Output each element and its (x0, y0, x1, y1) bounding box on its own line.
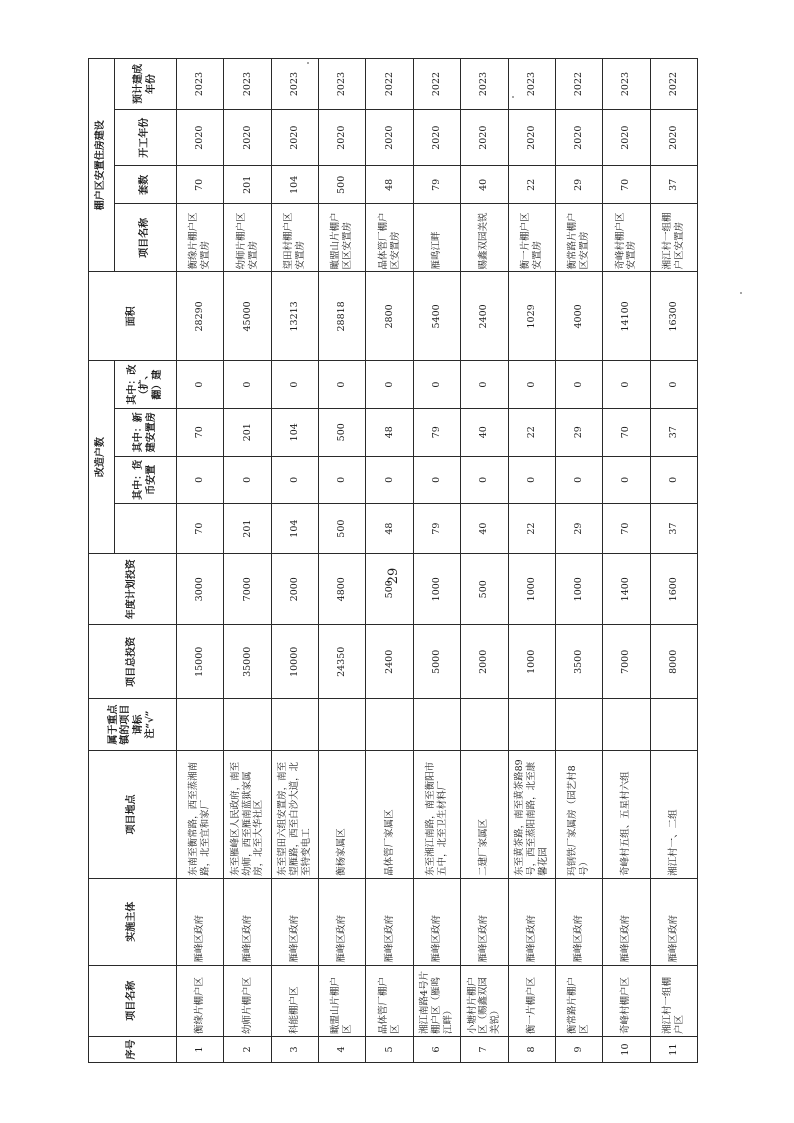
cell-monetary: 0 (461, 456, 508, 504)
cell-housing-units: 29 (555, 166, 602, 204)
cell-completion-year: 2023 (319, 59, 366, 110)
cell-reno-build: 0 (413, 361, 460, 409)
cell-completion-year: 2023 (603, 59, 650, 110)
cell-housing-name: 衡缘片棚户区安置房 (177, 204, 224, 272)
cell-reno-build: 0 (650, 361, 697, 409)
cell-housing-units: 22 (508, 166, 555, 204)
cell-renovation-total: 79 (413, 504, 460, 554)
cell-annual-plan: 3000 (177, 554, 224, 625)
cell-housing-name: 幼师片棚户区安置房 (224, 204, 271, 272)
cell-location: 奇峰村五组、五星村六组 (603, 751, 650, 879)
cell-area: 28818 (319, 272, 366, 361)
cell-project-name: 瞰盟山片棚户区 (319, 965, 366, 1036)
cell-project-name: 湘江村一组棚户区 (650, 965, 697, 1036)
cell-new-build: 500 (319, 408, 366, 456)
cell-start-year: 2020 (413, 110, 460, 166)
cell-implementer: 雁峰区政府 (366, 878, 413, 965)
cell-total-investment: 1000 (508, 625, 555, 699)
cell-housing-units: 79 (413, 166, 460, 204)
table-body (177, 59, 698, 1063)
cell-implementer: 雁峰区政府 (555, 878, 602, 965)
cell-reno-build: 0 (603, 361, 650, 409)
header-total-investment: 项目总投资 (89, 625, 177, 699)
cell-monetary: 0 (366, 456, 413, 504)
cell-start-year: 2020 (366, 110, 413, 166)
cell-project-name: 衡缘片棚户区 (177, 965, 224, 1036)
cell-reno-build: 0 (177, 361, 224, 409)
cell-project-name: 奇峰村棚户区 (603, 965, 650, 1036)
header-monetary: 其中：货币安置 (115, 456, 177, 504)
cell-implementer: 雁峰区政府 (508, 878, 555, 965)
cell-reno-build: 0 (224, 361, 271, 409)
cell-seq: 8 (508, 1037, 555, 1063)
cell-area: 2400 (461, 272, 508, 361)
cell-start-year: 2020 (555, 110, 602, 166)
cell-housing-name: 望田村棚户区安置房 (271, 204, 318, 272)
cell-renovation-total: 201 (224, 504, 271, 554)
cell-housing-units: 70 (177, 166, 224, 204)
cell-start-year: 2020 (603, 110, 650, 166)
cell-housing-name: 瞰盟山片棚户区区安置房 (319, 204, 366, 272)
cell-location: 东至黄茶路，南至黄茶路89号，西至蒸阳南路，北至康馨花园 (508, 751, 555, 879)
header-housing-group: 棚户区安置住房建设 (89, 59, 115, 272)
header-housing-name: 项目名称 (115, 204, 177, 272)
cell-renovation-total: 29 (555, 504, 602, 554)
header-housing-units: 套数 (115, 166, 177, 204)
cell-renovation-total: 104 (271, 504, 318, 554)
cell-key-town (413, 699, 460, 751)
cell-new-build: 22 (508, 408, 555, 456)
cell-key-town (271, 699, 318, 751)
cell-total-investment: 7000 (603, 625, 650, 699)
cell-new-build: 37 (650, 408, 697, 456)
cell-start-year: 2020 (224, 110, 271, 166)
cell-housing-name: 雁鸣江畔 (413, 204, 460, 272)
cell-monetary: 0 (319, 456, 366, 504)
page-number: 29 (386, 567, 401, 585)
cell-monetary: 0 (271, 456, 318, 504)
cell-area: 28290 (177, 272, 224, 361)
cell-area: 16300 (650, 272, 697, 361)
cell-area: 14100 (603, 272, 650, 361)
cell-total-investment: 35000 (224, 625, 271, 699)
cell-monetary: 0 (508, 456, 555, 504)
header-reno-build: 其中：改（扩、翻）建 (115, 361, 177, 409)
cell-seq: 10 (603, 1037, 650, 1063)
cell-housing-name: 衡一片棚户区安置房 (508, 204, 555, 272)
cell-monetary: 0 (224, 456, 271, 504)
cell-area: 5400 (413, 272, 460, 361)
cell-new-build: 40 (461, 408, 508, 456)
cell-project-name: 晶体管厂棚户区 (366, 965, 413, 1036)
cell-completion-year: 2022 (413, 59, 460, 110)
cell-location: 二建厂家属区 (461, 751, 508, 879)
header-name: 项目名称 (89, 965, 177, 1036)
cell-project-name: 科能棚户区 (271, 965, 318, 1036)
cell-implementer: 雁峰区政府 (461, 878, 508, 965)
cell-project-name: 小塘村片棚户区（赐鑫双园美锐） (461, 965, 508, 1036)
cell-project-name: 衡一片棚户区 (508, 965, 555, 1036)
cell-renovation-total: 37 (650, 504, 697, 554)
cell-key-town (177, 699, 224, 751)
cell-start-year: 2020 (508, 110, 555, 166)
table-row (224, 59, 271, 1063)
cell-housing-name: 奇峰村棚户区安置房 (603, 204, 650, 272)
cell-total-investment: 24350 (319, 625, 366, 699)
scan-speck (740, 292, 742, 294)
cell-monetary: 0 (650, 456, 697, 504)
cell-annual-plan: 2000 (271, 554, 318, 625)
cell-completion-year: 2023 (224, 59, 271, 110)
cell-reno-build: 0 (366, 361, 413, 409)
header-start-year: 开工年份 (115, 110, 177, 166)
cell-annual-plan: 4800 (319, 554, 366, 625)
cell-key-town (555, 699, 602, 751)
cell-completion-year: 2022 (366, 59, 413, 110)
cell-completion-year: 2023 (461, 59, 508, 110)
cell-implementer: 雁峰区政府 (177, 878, 224, 965)
cell-location: 东南至衡常路，西至蒸湘南路，北至宜和家厂 (177, 751, 224, 879)
cell-annual-plan: 1000 (508, 554, 555, 625)
cell-renovation-total: 22 (508, 504, 555, 554)
cell-monetary: 0 (555, 456, 602, 504)
cell-location: 湘江村一、二组 (650, 751, 697, 879)
cell-seq: 7 (461, 1037, 508, 1063)
cell-seq: 9 (555, 1037, 602, 1063)
cell-housing-units: 40 (461, 166, 508, 204)
cell-completion-year: 2023 (177, 59, 224, 110)
cell-annual-plan: 500 (366, 554, 413, 625)
cell-new-build: 48 (366, 408, 413, 456)
cell-total-investment: 8000 (650, 625, 697, 699)
table-row (508, 59, 555, 1063)
cell-housing-units: 48 (366, 166, 413, 204)
cell-seq: 4 (319, 1037, 366, 1063)
cell-key-town (603, 699, 650, 751)
cell-implementer: 雁峰区政府 (603, 878, 650, 965)
cell-renovation-total: 48 (366, 504, 413, 554)
table-row (177, 59, 224, 1063)
cell-implementer: 雁峰区政府 (319, 878, 366, 965)
cell-renovation-total: 40 (461, 504, 508, 554)
cell-monetary: 0 (177, 456, 224, 504)
cell-area: 4000 (555, 272, 602, 361)
table-row (603, 59, 650, 1063)
cell-location: 东至雁峰区人民政府，南至幼师，西至雁南蓝狱家属房，北至大华社区 (224, 751, 271, 879)
cell-new-build: 79 (413, 408, 460, 456)
cell-implementer: 雁峰区政府 (413, 878, 460, 965)
cell-completion-year: 2022 (650, 59, 697, 110)
table-row (461, 59, 508, 1063)
cell-reno-build: 0 (319, 361, 366, 409)
cell-renovation-total: 70 (603, 504, 650, 554)
table-row (555, 59, 602, 1063)
cell-implementer: 雁峰区政府 (271, 878, 318, 965)
cell-completion-year: 2023 (271, 59, 318, 110)
cell-housing-units: 70 (603, 166, 650, 204)
cell-reno-build: 0 (555, 361, 602, 409)
cell-total-investment: 2400 (366, 625, 413, 699)
cell-total-investment: 3500 (555, 625, 602, 699)
cell-location: 东至望田六组安置房，南至望雁路，西至白沙大道，北至特变电工 (271, 751, 318, 879)
cell-housing-name: 赐鑫双园美锐 (461, 204, 508, 272)
cell-seq: 6 (413, 1037, 460, 1063)
header-renovation-total (115, 504, 177, 554)
cell-key-town (224, 699, 271, 751)
cell-key-town (508, 699, 555, 751)
cell-annual-plan: 1000 (555, 554, 602, 625)
cell-project-name: 幼师片棚户区 (224, 965, 271, 1036)
cell-completion-year: 2022 (555, 59, 602, 110)
cell-new-build: 70 (603, 408, 650, 456)
cell-reno-build: 0 (271, 361, 318, 409)
cell-area: 13213 (271, 272, 318, 361)
cell-renovation-total: 70 (177, 504, 224, 554)
cell-location: 玛钢铁厂家属房（园艺村8号） (555, 751, 602, 879)
cell-reno-build: 0 (461, 361, 508, 409)
cell-location: 衡杨家属区 (319, 751, 366, 879)
cell-key-town (461, 699, 508, 751)
cell-housing-units: 37 (650, 166, 697, 204)
cell-annual-plan: 1600 (650, 554, 697, 625)
cell-completion-year: 2023 (508, 59, 555, 110)
cell-seq: 5 (366, 1037, 413, 1063)
cell-start-year: 2020 (177, 110, 224, 166)
cell-seq: 3 (271, 1037, 318, 1063)
header-implementer: 实施主体 (89, 878, 177, 965)
cell-annual-plan: 500 (461, 554, 508, 625)
cell-total-investment: 2000 (461, 625, 508, 699)
header-annual-plan: 年度计划投资 (89, 554, 177, 625)
cell-new-build: 201 (224, 408, 271, 456)
table-row (319, 59, 366, 1063)
cell-monetary: 0 (413, 456, 460, 504)
cell-key-town (319, 699, 366, 751)
cell-area: 1029 (508, 272, 555, 361)
cell-project-name: 湘江南路4号片棚户区（雁鸣江畔） (413, 965, 460, 1036)
cell-annual-plan: 7000 (224, 554, 271, 625)
cell-key-town (366, 699, 413, 751)
cell-housing-name: 衡常路片棚户区安置房 (555, 204, 602, 272)
cell-housing-units: 201 (224, 166, 271, 204)
cell-area: 2800 (366, 272, 413, 361)
cell-housing-name: 晶体管厂棚户区安置房 (366, 204, 413, 272)
header-area: 面积 (89, 272, 177, 361)
header-key-town: 属于重点镇的项目请标注“√” (89, 699, 177, 751)
cell-area: 45000 (224, 272, 271, 361)
cell-location: 晶体管厂家属区 (366, 751, 413, 879)
cell-project-name: 衡常路片棚户区 (555, 965, 602, 1036)
cell-monetary: 0 (603, 456, 650, 504)
cell-renovation-total: 500 (319, 504, 366, 554)
cell-new-build: 29 (555, 408, 602, 456)
cell-new-build: 104 (271, 408, 318, 456)
cell-housing-units: 104 (271, 166, 318, 204)
table-row (650, 59, 697, 1063)
cell-start-year: 2020 (271, 110, 318, 166)
cell-seq: 1 (177, 1037, 224, 1063)
cell-seq: 2 (224, 1037, 271, 1063)
header-completion-year: 预计建成年份 (115, 59, 177, 110)
cell-start-year: 2020 (319, 110, 366, 166)
cell-new-build: 70 (177, 408, 224, 456)
cell-implementer: 雁峰区政府 (650, 878, 697, 965)
cell-total-investment: 5000 (413, 625, 460, 699)
cell-total-investment: 15000 (177, 625, 224, 699)
cell-annual-plan: 1000 (413, 554, 460, 625)
header-renovation-group: 改造户数 (89, 361, 115, 554)
cell-housing-name: 湘江村一组棚户区安置房 (650, 204, 697, 272)
header-new-build: 其中：新建安置房 (115, 408, 177, 456)
cell-location: 东至湘江南路，南至衡阳市五中，北至卫生材料厂 (413, 751, 460, 879)
cell-start-year: 2020 (461, 110, 508, 166)
cell-total-investment: 10000 (271, 625, 318, 699)
header-seq: 序号 (89, 1037, 177, 1063)
table-row (413, 59, 460, 1063)
cell-housing-units: 500 (319, 166, 366, 204)
cell-annual-plan: 1400 (603, 554, 650, 625)
cell-seq: 11 (650, 1037, 697, 1063)
cell-reno-build: 0 (508, 361, 555, 409)
cell-key-town (650, 699, 697, 751)
table-row (271, 59, 318, 1063)
header-location: 项目地点 (89, 751, 177, 879)
cell-start-year: 2020 (650, 110, 697, 166)
cell-implementer: 雁峰区政府 (224, 878, 271, 965)
